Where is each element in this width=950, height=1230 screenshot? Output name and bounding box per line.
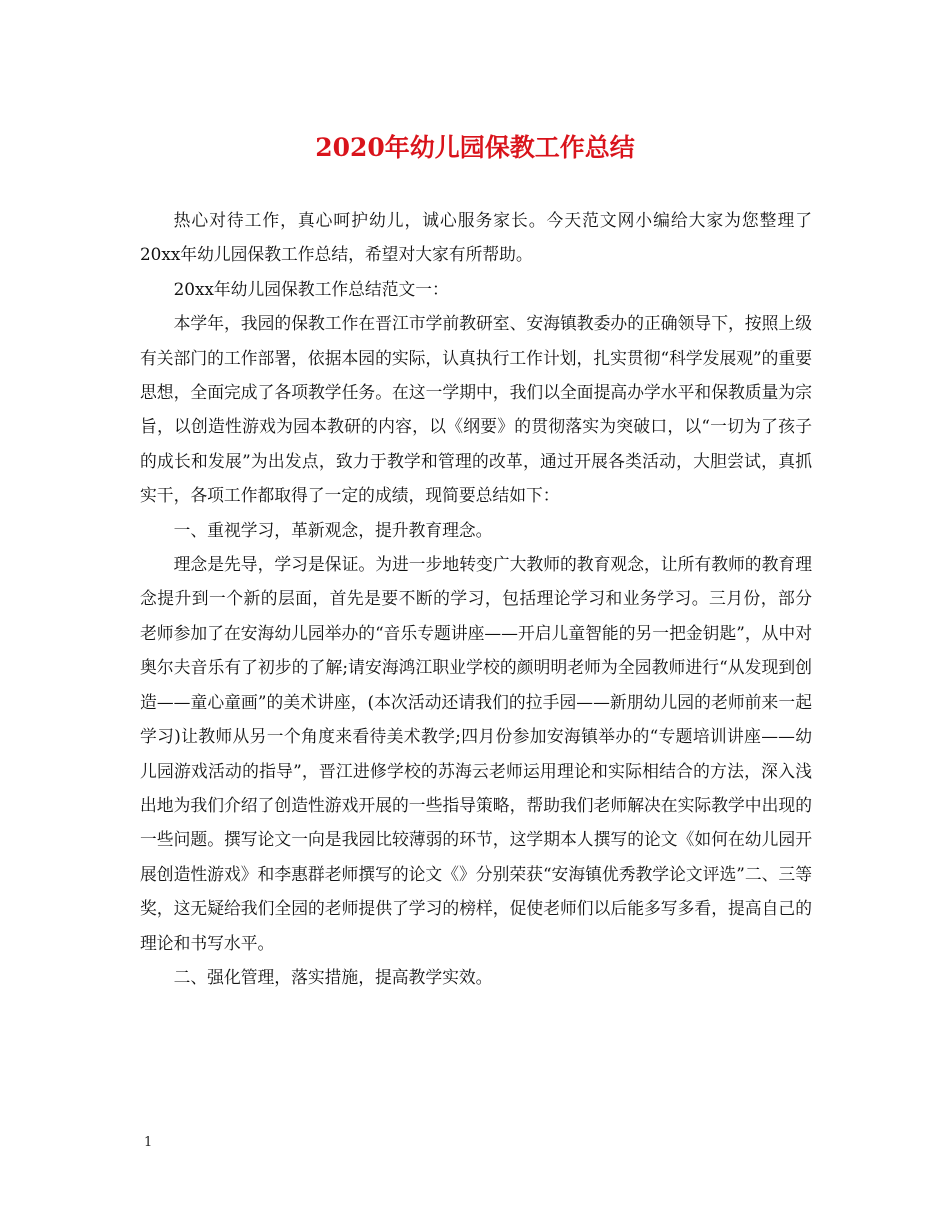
paragraph-overview: 本学年，我园的保教工作在晋江市学前教研室、安海镇教委办的正确领导下，按照上级有关部门的工作部署，依据本园的实际，认真执行工作计划，扎实贯彻“科学发展观”的重要思想，全面完成了各项教学任务。在这一学期中，我们以全面提高办学水平和保教质量为宗旨，以创造性游戏为园本教研的内容，以《纲要》的贯彻落实为突破口，以“一切为了孩子的成长和发展”为出发点，致力于教学和管理的改革，通过开展各类活动，大胆尝试，真抓实干，各项工作都取得了一定的成绩，现简要总结如下：	[140, 313, 812, 506]
section-heading-1: 一、重视学习，革新观念，提升教育理念。	[173, 519, 493, 540]
page-number: 1	[144, 1135, 153, 1150]
paragraph-intro: 热心对待工作，真心呵护幼儿，诚心服务家长。今天范文网小编给大家为您整理了20xx年幼儿园保教工作总结，希望对大家有所帮助。	[140, 210, 812, 265]
document-title: 2020年幼儿园保教工作总结	[315, 133, 635, 162]
paragraph-section-1: 理念是先导，学习是保证。为进一步地转变广大教师的教育观念，让所有教师的教育理念提升到一个新的层面，首先是要不断的学习，包括理论学习和业务学习。三月份，部分 老师参加了在安海幼儿园举办的“音乐专题讲座——开启儿童智能的另一把金钥匙”，从中对奥尔夫音乐有了初步的了解;请安海鸿江职业学校的颜明明老师为全园教师进行“从发现到创造——童心童画”的美术讲座，(本次活动还请我们的拉手园——新朋幼儿园的老师前来一起学习)让教师从另一个角度来看待美术教学;四月份参加安海镇举办的“专题培训讲座——幼儿园游戏活动的指导”，晋江进修学校的苏海云老师运用理论和实际相结合的方法，深入浅出地为我们介绍了创造性游戏开展的一些指导策略，帮助我们老师解决在实际教学中出现的一些问题。撰写论文一向是我园比较薄弱的环节，这学期本人撰写的论文《如何在幼儿园开展创造性游戏》和李惠群老师撰写的论文《》分别荣获“安海镇优秀教学论文评选”二、三等奖，这无疑给我们全园的老师提供了学习的榜样，促使老师们以后能多写多看，提高自己的理论和书写水平。	[140, 554, 812, 953]
document-body	[140, 203, 812, 994]
section-heading-2: 二、强化管理，落实措施，提高教学实效。	[173, 966, 493, 987]
paragraph-sample-heading: 20xx年幼儿园保教工作总结范文一：	[173, 278, 449, 299]
